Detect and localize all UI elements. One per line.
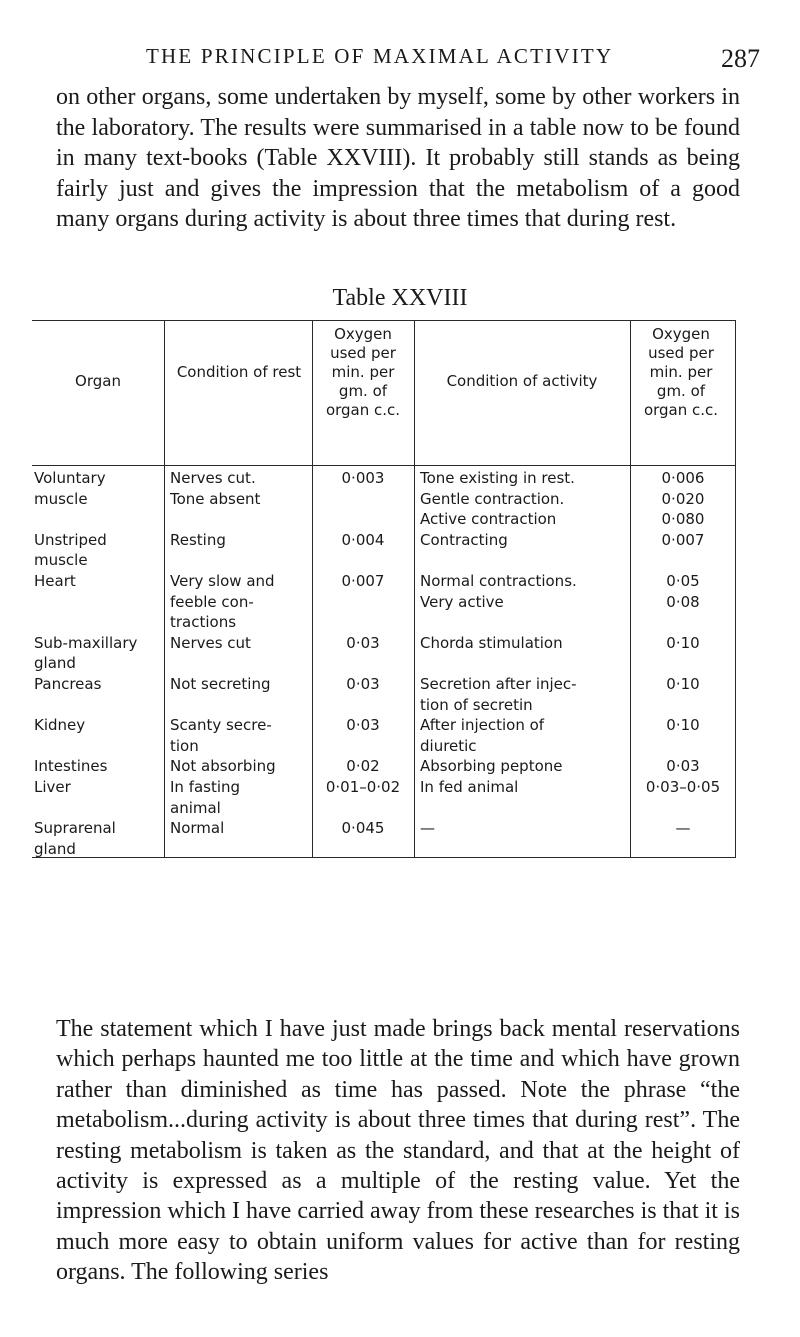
- cell-condition-rest: Tone absent: [170, 489, 261, 508]
- column-divider: [414, 320, 415, 857]
- cell-condition-activity: Normal contractions.: [420, 572, 577, 590]
- cell-condition-rest: animal: [170, 798, 221, 817]
- data-table: [32, 320, 736, 990]
- cell-oxygen-activity: 0·007: [661, 530, 705, 549]
- cell-organ: Pancreas: [34, 675, 102, 693]
- cell-oxygen-rest: 0·01–0·02: [325, 778, 401, 796]
- cell-oxygen-rest: 0·03: [346, 675, 380, 693]
- table-title: Table XXVIII: [332, 285, 468, 311]
- cell-condition-activity: Secretion after injec-: [420, 675, 577, 693]
- header-condition-activity: Condition of activity: [446, 372, 598, 390]
- cell-oxygen-activity: —: [675, 819, 691, 838]
- header-oxygen-rest: Oxygen used per min. per gm. of organ c.c.: [325, 325, 401, 419]
- cell-organ: gland: [34, 654, 76, 673]
- cell-oxygen-rest: 0·03: [346, 716, 380, 735]
- header-oxygen-activity: Oxygen used per min. per gm. of organ c.c.: [643, 325, 719, 419]
- cell-condition-activity: Active contraction: [420, 510, 557, 529]
- cell-condition-activity: After injection of: [420, 716, 545, 735]
- cell-oxygen-rest: 0·02: [346, 757, 380, 776]
- cell-oxygen-rest: 0·007: [341, 572, 385, 590]
- cell-organ: muscle: [34, 489, 88, 508]
- cell-organ: Unstriped: [34, 530, 107, 549]
- header-condition-rest: Condition of rest: [176, 363, 302, 381]
- cell-oxygen-activity: 0·10: [666, 675, 700, 693]
- column-divider: [312, 320, 313, 857]
- cell-oxygen-rest: 0·004: [341, 530, 385, 549]
- cell-condition-rest: Scanty secre-: [170, 716, 272, 735]
- cell-oxygen-activity: 0·006: [661, 469, 705, 487]
- cell-oxygen-activity: 0·020: [661, 489, 705, 508]
- cell-oxygen-activity: 0·03–0·05: [645, 778, 721, 796]
- cell-organ: Heart: [34, 572, 76, 590]
- cell-organ: Voluntary: [34, 469, 106, 487]
- cell-condition-rest: Not secreting: [170, 675, 271, 693]
- cell-organ: Intestines: [34, 757, 108, 776]
- header-organ: Organ: [75, 372, 121, 390]
- cell-condition-rest: tion: [170, 736, 199, 755]
- running-head: THE PRINCIPLE OF MAXIMAL ACTIVITY: [146, 44, 614, 68]
- cell-oxygen-activity: 0·080: [661, 510, 705, 529]
- cell-organ: Suprarenal: [34, 819, 116, 838]
- cell-organ: Sub-maxillary: [34, 633, 138, 652]
- cell-condition-activity: Absorbing peptone: [420, 757, 563, 776]
- cell-oxygen-activity: 0·03: [666, 757, 700, 776]
- cell-condition-rest: Normal: [170, 819, 225, 838]
- cell-condition-activity: tion of secretin: [420, 695, 533, 714]
- cell-organ: gland: [34, 839, 76, 858]
- cell-condition-rest: tractions: [170, 613, 237, 632]
- column-divider: [630, 320, 631, 857]
- cell-condition-activity: Very active: [420, 592, 504, 611]
- cell-oxygen-activity: 0·10: [666, 716, 700, 735]
- cell-oxygen-rest: 0·03: [346, 633, 380, 652]
- cell-organ: muscle: [34, 551, 88, 570]
- cell-condition-rest: Nerves cut.: [170, 469, 256, 487]
- column-divider: [164, 320, 165, 857]
- cell-condition-activity: Gentle contraction.: [420, 489, 565, 508]
- cell-condition-activity: Tone existing in rest.: [420, 469, 575, 487]
- body-paragraph-bottom: The statement which I have just made brings back mental reservations which perhaps haunted me too little at the time and which have grown rather than diminished as time has passed. Note the phrase “the metabolism...during activity is about three times that during rest”. The resting metabolism is taken as the standard, and that at the height of activity is expressed as a multiple of the resting value. Yet the impression which I have carried away from these researches is that it is much more easy to obtain uniform values for active than for resting organs. The following series: [56, 1016, 740, 1286]
- cell-condition-rest: Very slow and: [170, 572, 275, 590]
- cell-oxygen-activity: 0·08: [666, 592, 700, 611]
- page-number: 287: [721, 44, 760, 73]
- cell-condition-rest: Nerves cut: [170, 633, 251, 652]
- cell-condition-activity: —: [420, 819, 435, 838]
- column-divider: [735, 320, 736, 857]
- cell-oxygen-rest: 0·045: [341, 819, 385, 838]
- cell-condition-activity: Contracting: [420, 530, 508, 549]
- body-paragraph-top: on other organs, some undertaken by myself, some by other workers in the laboratory. The results were summarised in a table now to be found in many text-books (Table XXVIII). It probably still stands as being fairly just and gives the impression that the metabolism of a good many organs during activity is about three times that during rest.: [56, 84, 740, 233]
- cell-oxygen-activity: 0·10: [666, 633, 700, 652]
- cell-condition-activity: Chorda stimulation: [420, 633, 563, 652]
- cell-condition-rest: In fasting: [170, 778, 241, 796]
- page-header: [56, 44, 760, 78]
- cell-organ: Kidney: [34, 716, 86, 735]
- cell-oxygen-activity: 0·05: [666, 572, 700, 590]
- cell-condition-activity: In fed animal: [420, 778, 519, 796]
- cell-condition-activity: diuretic: [420, 736, 477, 755]
- cell-organ: Liver: [34, 778, 71, 796]
- cell-condition-rest: Not absorbing: [170, 757, 276, 776]
- cell-oxygen-rest: 0·003: [341, 469, 385, 487]
- cell-condition-rest: feeble con-: [170, 592, 254, 611]
- cell-condition-rest: Resting: [170, 530, 226, 549]
